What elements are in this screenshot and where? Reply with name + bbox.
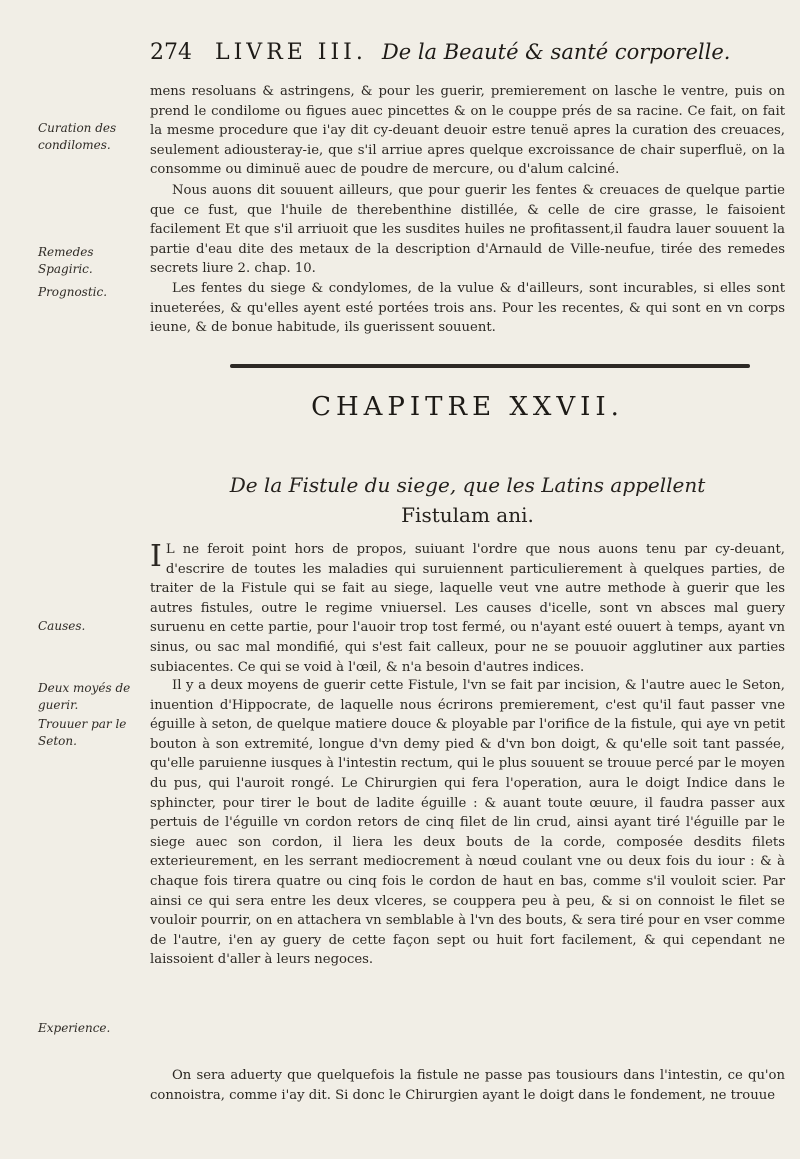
paragraph-fistule bbox=[150, 540, 785, 677]
book-label: LIVRE III. bbox=[215, 40, 367, 65]
paragraph-prognostic: Les fentes du siege & condylomes, de la vulue & d'ailleurs, sont incurables, si elles sont inueterées, & qu'elles ayent esté portées trois ans. Pour les recentes, & qui sont en vn corps ieune, & de bonue habitude, ils guerissent souuent. bbox=[150, 281, 785, 336]
margin-note-deux-moyens: Deux moyés de guerir. bbox=[38, 681, 131, 712]
margin-note-curation: Curation des condilomes. bbox=[38, 121, 117, 152]
chapter-subtitle-line2: Fistulam ani. bbox=[401, 503, 534, 527]
margin-note-experience: Experience. bbox=[38, 1021, 111, 1035]
paragraph-seton: Il y a deux moyens de guerir cette Fistule, l'vn se fait par incision, & l'autre auec le Seton, inuention d'Hippocrate, de laquelle nous écrirons premierement, c'est qu'il faut passer vne éguille à seton, de quelque matiere douce & ployable par l'orifice de la fistule, qui aye vn petit bouton à son extremité, longue d'vn demy pied & d'vn bon doigt, & qu'elle soit tant passée, qu'elle paruienne iusques à l'intestin rectum, qui le plus souuent se trouue percé par le moyen du pus, qui l'auroit rongé. Le Chirurgien qui fera l'operation, aura le doigt Indice dans le sphincter, pour tirer le bout de ladite éguille : & auant toute œuure, il faudra passer aux pertuis de l'éguille vn cordon retors de cinq filet de lin crud, ainsi ayant tiré l'éguille par le siege auec son cordon, il liera les deux bouts de la corde, composée desdits filets exterieurement, en les serrant mediocrement à nœud coulant vne ou deux fois du iour : & à chaque fois tirera quatre ou cinq fois le cordon de haut en bas, comme s'il vouloit scier. Par ainsi ce qui sera entre les deux vlceres, se couppera peu à peu, & si on connoist le filet se vouloir pourrir, on en attachera vn semblable à l'vn des bouts, & sera tiré pour en vser comme de l'autre, i'en ay guery de cette façon sept ou huit fort facilement, & qui cependant ne laissoient d'aller à leurs negoces. bbox=[150, 678, 785, 968]
paragraph-fentes: Nous auons dit souuent ailleurs, que pour guerir les fentes & creuaces de quelque partie que ce fust, que l'huile de therebenthine distillée, & celle de cire grasse, le faisoient facilement Et que s'il arriuoit que les susdites huiles ne profitassent,il faudra lauer souuent la partie d'eau dite des metaux de la description d'Arnauld de Ville-neufue, tirée des remedes secrets liure 2. chap. 10. bbox=[150, 183, 785, 277]
margin-note-prognostic: Prognostic. bbox=[38, 285, 108, 299]
paragraph-condilome: mens resoluans & astringens, & pour les guerir, premierement on lasche le ventre, puis on prend le condilome ou figues auec pincettes & on le couppe prés de sa racine. Ce fait, on fait la mesme procedure que i'ay dit cy-deuant deuoir estre tenuë apres la curation des creuaces, seulement adiousteray-ie, que s'il arriue apres quelque excroissance de chair superfluë, on la consomme ou diminuë auec de poudre de mercure, ou d'alum calciné. bbox=[150, 84, 785, 178]
paragraph-aduerty: On sera aduerty que quelquefois la fistule ne passe pas tousiours dans l'intestin, ce qu'on connoistra, comme i'ay dit. Si donc le Chirurgien ayant le doigt dans le fondement, ne trouue bbox=[150, 1068, 785, 1103]
chapter-subtitle-line1: De la Fistule du siege, que les Latins appellent bbox=[229, 473, 706, 497]
chapter-heading: CHAPITRE XXVII. bbox=[311, 392, 624, 422]
drop-cap: I bbox=[150, 539, 162, 574]
paragraph-fistule-text: L ne feroit point hors de propos, suiuant l'ordre que nous auons tenu par cy-deuant, d'escrire de toutes les maladies qui suruiennent particulierement à quelques parties, de traiter de la Fistule qui se fait au siege, laquelle veut vne autre methode à guerir que les autres fistules, outre le regime vniuersel. Les causes d'icelle, sont vn absces mal guery suruenu en cette partie, pour l'auoir trop tost fermé, ou n'ayant esté ouuert à temps, ayant vn sinus, ou sac mal mondifié, qui s'est fait calleux, pour ne se pouuoir agglutiner aux parties subiacentes. Ce qui se void à l'œil, & n'a besoin d'autres indices. bbox=[150, 542, 785, 675]
margin-note-seton: Trouuer par le Seton. bbox=[38, 717, 127, 748]
section-rule bbox=[230, 364, 750, 368]
page-number: 274 bbox=[150, 40, 192, 65]
chapter-subtitle bbox=[150, 470, 785, 530]
running-title: De la Beauté & santé corporelle. bbox=[381, 40, 731, 64]
running-header bbox=[150, 40, 790, 88]
margin-note-remedes: Remedes Spagiric. bbox=[38, 245, 94, 276]
margin-note-causes: Causes. bbox=[38, 619, 86, 633]
